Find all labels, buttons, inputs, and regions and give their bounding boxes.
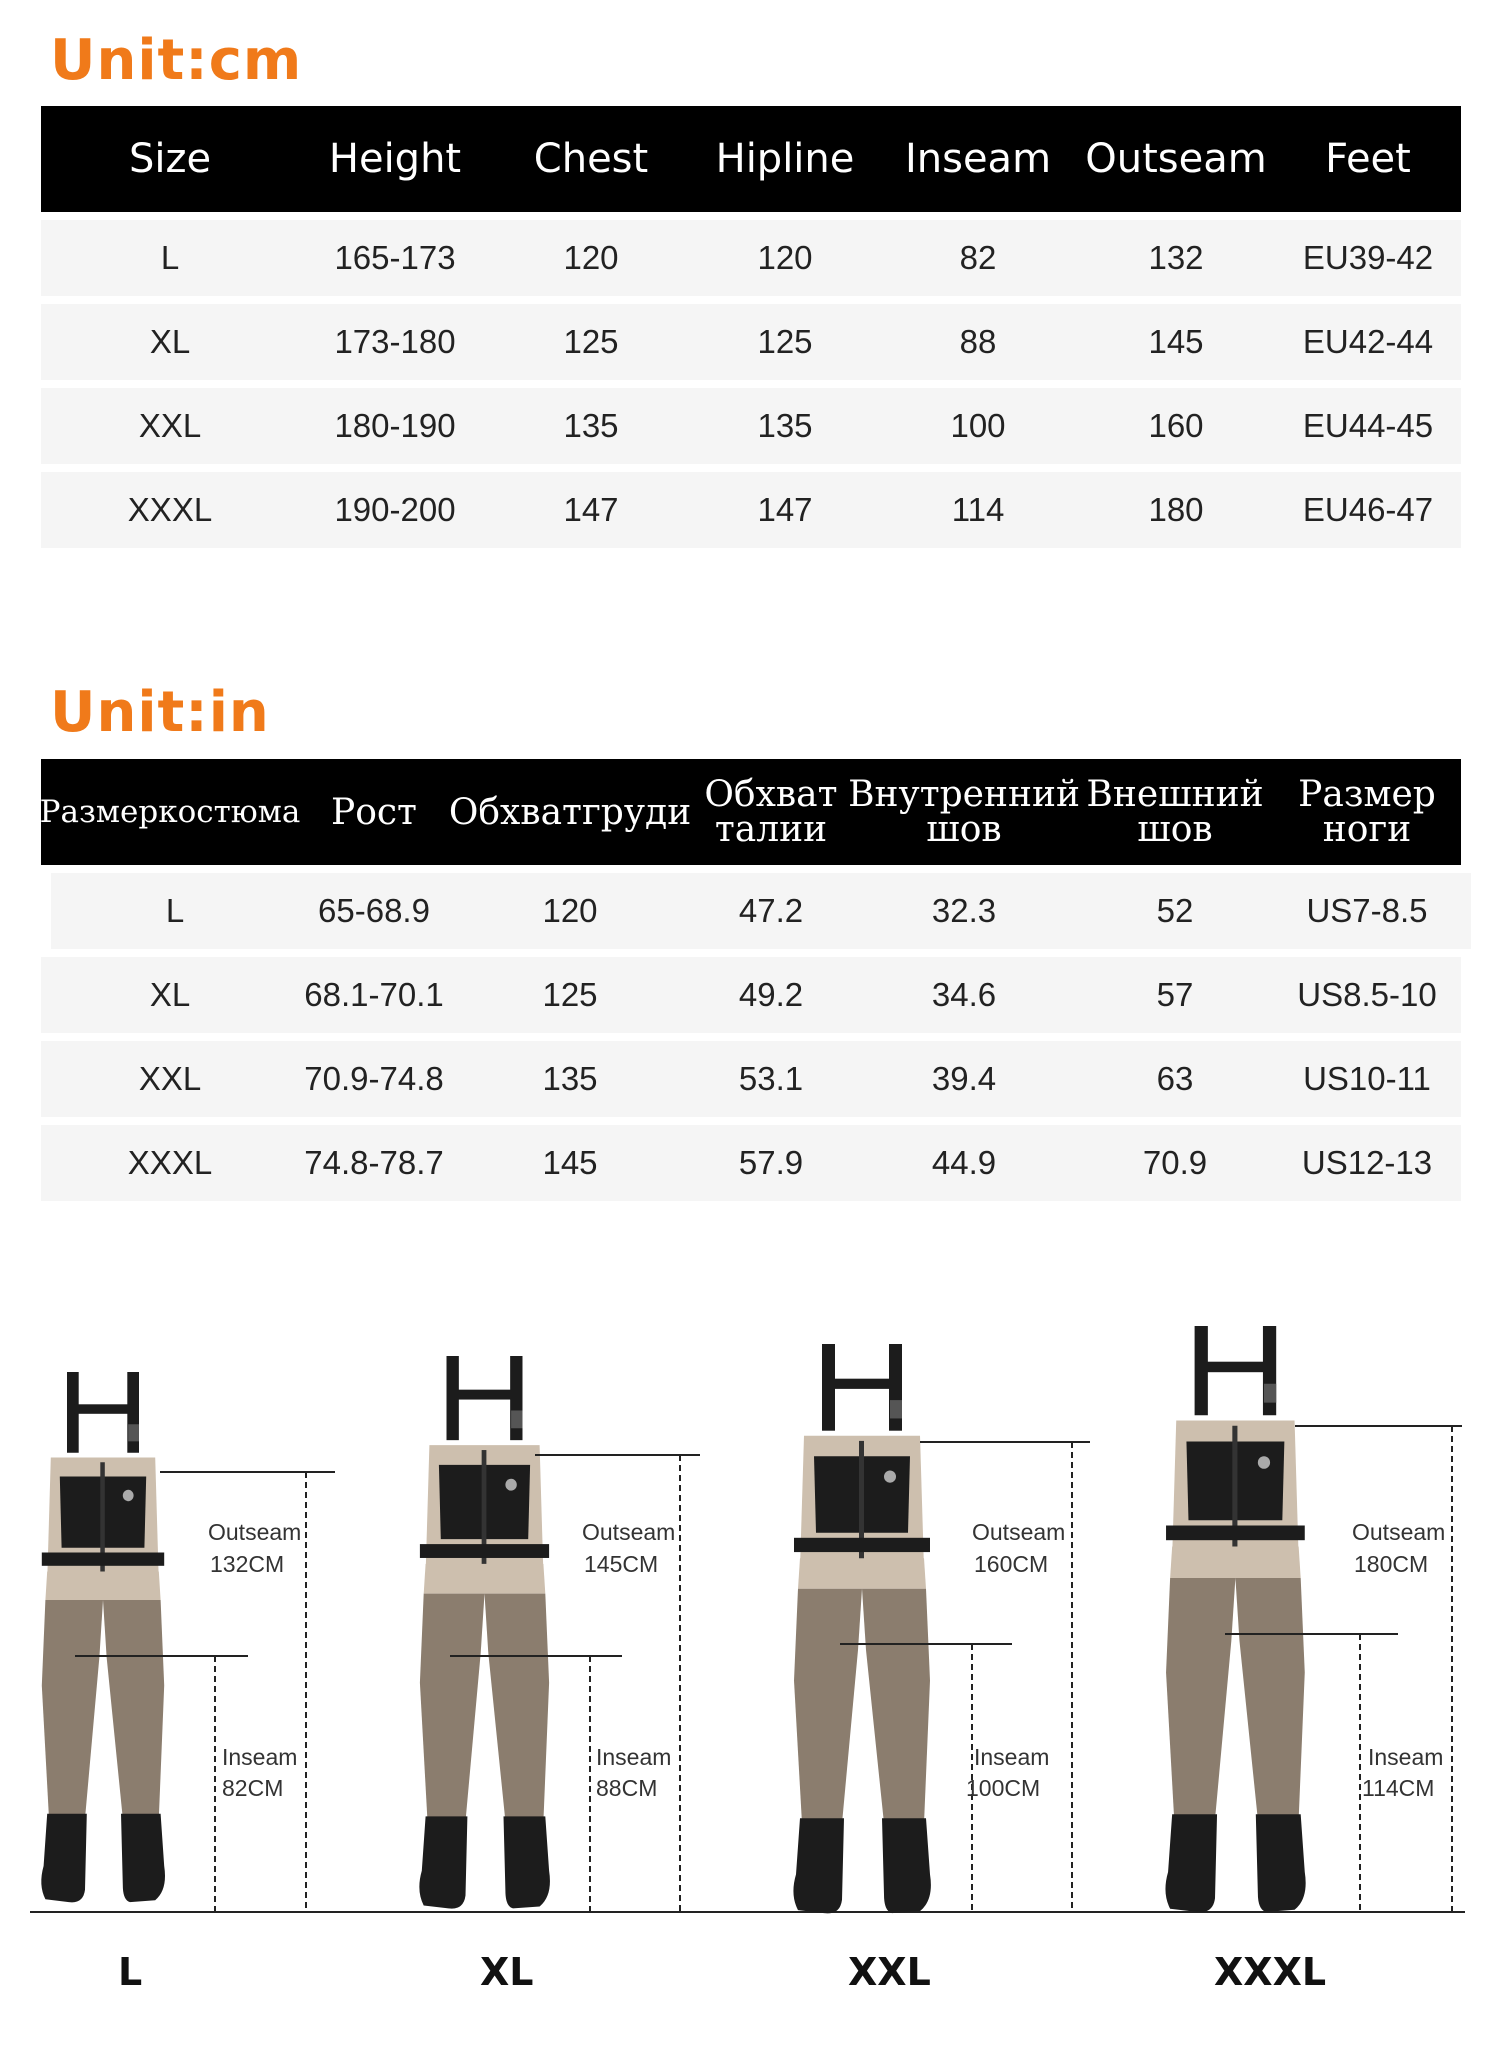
cell: 39.4	[931, 1060, 997, 1097]
cell: XL	[149, 976, 191, 1013]
header-feet: Feet	[1325, 136, 1411, 182]
header-line: Внутренний	[848, 774, 1080, 815]
wader-figure-xxxl	[1165, 1326, 1462, 1994]
cell: EU44-45	[1302, 407, 1434, 444]
cell: 47.2	[738, 892, 804, 929]
table-row	[41, 1041, 1461, 1117]
header-height-ru	[299, 759, 449, 865]
cell: XXL	[138, 407, 202, 444]
cell: US8.5-10	[1297, 976, 1437, 1013]
unit-cm-title: Unit:cm	[50, 28, 303, 93]
cell: 53.1	[738, 1060, 804, 1097]
table-header-in	[41, 759, 1461, 865]
cell: 120	[563, 239, 619, 276]
cell: 44.9	[931, 1144, 997, 1181]
cell: US7-8.5	[1306, 892, 1428, 929]
cell: EU42-44	[1302, 323, 1434, 360]
size-label-xxl: XXL	[848, 1950, 931, 1994]
cell: 120	[757, 239, 813, 276]
cell: 52	[1156, 892, 1194, 929]
cell: 173-180	[334, 323, 456, 360]
cell: 88	[959, 323, 997, 360]
table-row	[51, 873, 1471, 949]
cell: 120	[542, 892, 598, 929]
header-size: Size	[128, 136, 212, 182]
header-line: Размеркостюма	[39, 793, 301, 830]
cell: XXXL	[127, 1144, 213, 1181]
cell: US10-11	[1303, 1060, 1431, 1097]
cell: 70.9-74.8	[304, 1060, 444, 1097]
cell: 49.2	[738, 976, 804, 1013]
cell: L	[160, 239, 180, 276]
header-line: шов	[1137, 809, 1213, 850]
header-line: ноги	[1322, 809, 1412, 850]
inseam-label: Inseam	[1368, 1744, 1444, 1770]
inseam-value: 88CM	[596, 1775, 658, 1801]
table-row	[41, 472, 1461, 548]
cell: 190-200	[334, 491, 456, 528]
cell: 132	[1148, 239, 1204, 276]
table-row	[41, 304, 1461, 380]
cell: 180	[1148, 491, 1204, 528]
size-label-xxxl: XXXL	[1214, 1950, 1327, 1994]
size-label-xl: XL	[480, 1950, 534, 1994]
outseam-label: Outseam	[208, 1519, 302, 1545]
table-row	[41, 220, 1461, 296]
cell: 74.8-78.7	[304, 1144, 444, 1181]
cell: 34.6	[931, 976, 997, 1013]
cell: 135	[757, 407, 813, 444]
header-chest: Chest	[533, 136, 649, 182]
header-line: Размер	[1298, 774, 1436, 815]
wader-size-figures	[0, 1300, 1500, 2020]
table-row	[41, 388, 1461, 464]
inseam-label: Inseam	[974, 1744, 1050, 1770]
wader-figure-l	[41, 1372, 335, 1994]
cell: 100	[950, 407, 1006, 444]
cell: 57.9	[738, 1144, 804, 1181]
outseam-label: Outseam	[582, 1519, 676, 1545]
outseam-value: 145CM	[584, 1551, 659, 1577]
header-line: Внешний	[1086, 774, 1264, 815]
header-waist-ru	[691, 759, 851, 865]
header-line: шов	[926, 809, 1002, 850]
outseam-label: Outseam	[972, 1519, 1066, 1545]
cell: 63	[1156, 1060, 1194, 1097]
wader-figure-xxl	[793, 1344, 1090, 1994]
cell: 145	[1148, 323, 1204, 360]
cell: 125	[563, 323, 619, 360]
outseam-value: 160CM	[974, 1551, 1049, 1577]
cell: 135	[542, 1060, 598, 1097]
cell: US12-13	[1301, 1144, 1433, 1181]
header-line: талии	[714, 809, 828, 850]
cell: 82	[959, 239, 997, 276]
cell: 57	[1156, 976, 1194, 1013]
unit-in-title: Unit:in	[50, 680, 270, 745]
inseam-label: Inseam	[222, 1744, 298, 1770]
cell: EU46-47	[1302, 491, 1434, 528]
cell: 125	[757, 323, 813, 360]
outseam-label: Outseam	[1352, 1519, 1446, 1545]
table-row	[41, 1125, 1461, 1201]
outseam-value: 180CM	[1354, 1551, 1429, 1577]
cell: 125	[542, 976, 598, 1013]
header-hipline: Hipline	[715, 136, 855, 182]
cell: XL	[149, 323, 191, 360]
cell: 114	[951, 491, 1005, 528]
cell: 160	[1148, 407, 1204, 444]
cell: 68.1-70.1	[304, 976, 444, 1013]
header-foot-ru	[1273, 759, 1461, 865]
inseam-label: Inseam	[596, 1744, 672, 1770]
header-inseam-ru	[848, 759, 1080, 865]
inseam-value: 114CM	[1362, 1775, 1435, 1801]
wader-figure-xl	[419, 1356, 700, 1994]
cell: XXL	[138, 1060, 202, 1097]
header-height: Height	[328, 136, 462, 182]
inseam-value: 100CM	[966, 1775, 1041, 1801]
cell: L	[165, 892, 185, 929]
cell: 147	[563, 491, 619, 528]
inseam-value: 82CM	[222, 1775, 284, 1801]
cell: 145	[542, 1144, 598, 1181]
header-chest-ru	[449, 759, 691, 865]
table-row	[41, 957, 1461, 1033]
cell: EU39-42	[1302, 239, 1434, 276]
table-header-cm	[41, 106, 1461, 212]
cell: 147	[757, 491, 813, 528]
cell: 180-190	[334, 407, 456, 444]
cell: 165-173	[334, 239, 456, 276]
header-suit-size	[41, 759, 299, 865]
cell: 32.3	[931, 892, 997, 929]
header-line: Обхватгруди	[448, 791, 692, 833]
header-outseam-ru	[1077, 759, 1273, 865]
header-line: Рост	[331, 791, 417, 833]
cell: 135	[563, 407, 619, 444]
size-label-l: L	[118, 1950, 143, 1994]
header-inseam: Inseam	[904, 136, 1052, 182]
outseam-value: 132CM	[210, 1551, 285, 1577]
cell: 65-68.9	[318, 892, 430, 929]
cell: XXXL	[127, 491, 213, 528]
header-outseam: Outseam	[1085, 136, 1267, 182]
cell: 70.9	[1142, 1144, 1208, 1181]
header-line: Обхват	[704, 774, 838, 815]
